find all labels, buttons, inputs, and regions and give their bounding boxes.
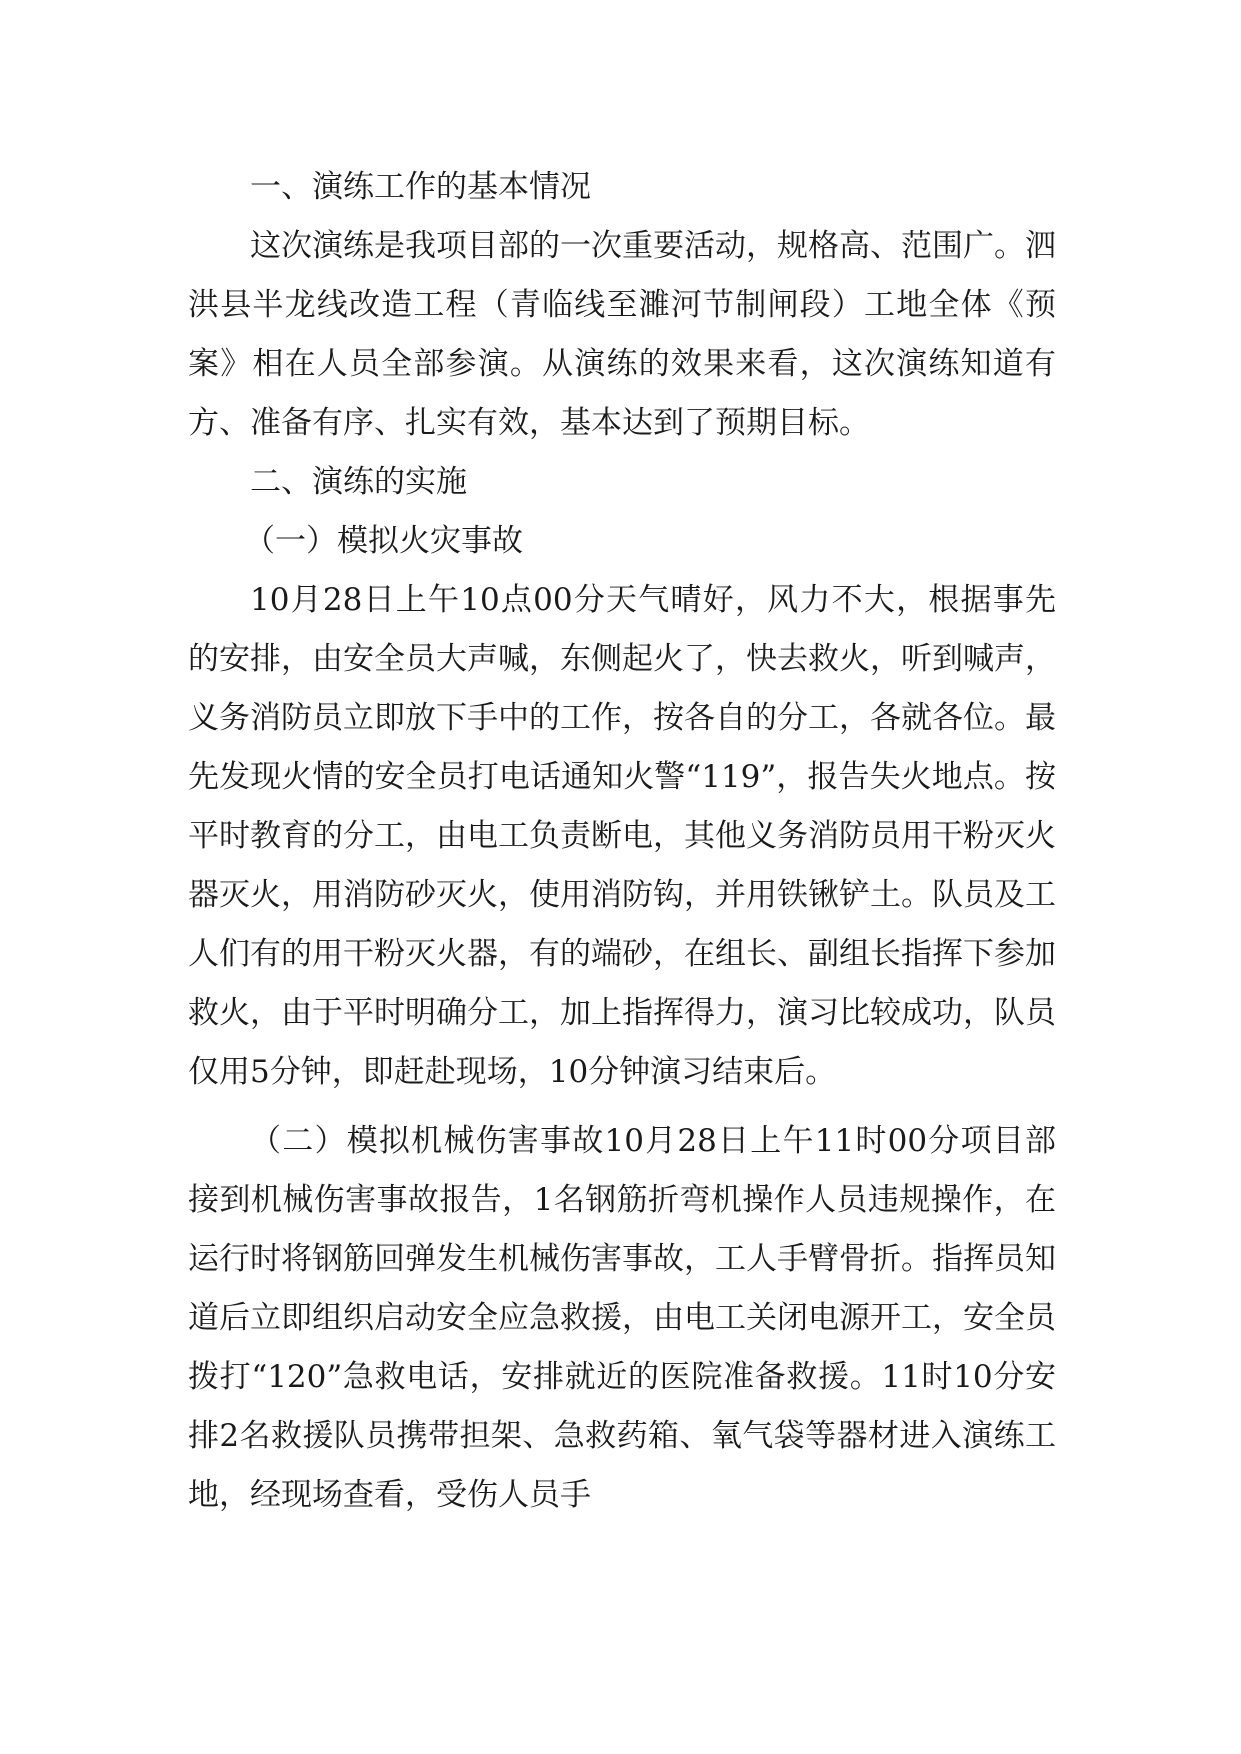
paragraph-overview: 这次演练是我项目部的一次重要活动，规格高、范围广。泗洪县半龙线改造工程（青临线至濉河节制闸段）工地全体《预案》相在人员全部参演。从演练的效果来看，这次演练知道有方、准备有序、扎实有效，基本达到了预期目标。 <box>188 228 1056 441</box>
subsection-heading-fire-drill: （一）模拟火灾事故 <box>244 523 523 559</box>
document-page <box>188 158 1056 1525</box>
paragraph-mechanical-injury-drill: （二）模拟机械伤害事故10月28日上午11时00分项目部接到机械伤害事故报告，1名钢筋折弯机操作人员违规操作，在运行时将钢筋回弹发生机械伤害事故，工人手臂骨折。指挥员知道后立即组织启动安全应急救援，由电工关闭电源开工，安全员拨打“120”急救电话，安排就近的医院准备救援。11时10分安排2名救援队员携带担架、急救药箱、氧气袋等器材进入演练工地，经现场查看，受伤人员手 <box>188 1123 1056 1513</box>
paragraph-fire-drill: 10月28日上午10点00分天气晴好，风力不大，根据事先的安排，由安全员大声喊，东侧起火了，快去救火，听到喊声，义务消防员立即放下手中的工作，按各自的分工，各就各位。最先发现火情的安全员打电话通知火警“119”，报告失火地点。按平时教育的分工，由电工负责断电，其他义务消防员用干粉灭火器灭火，用消防砂灭火，使用消防钩，并用铁锹铲土。队员及工人们有的用干粉灭火器，有的端砂，在组长、副组长指挥下参加救火，由于平时明确分工，加上指挥得力，演习比较成功，队员仅用5分钟，即赶赴现场，10分钟演习结束后。 <box>188 582 1056 1090</box>
section-heading-implementation: 二、演练的实施 <box>250 464 467 500</box>
section-heading-basic-situation: 一、演练工作的基本情况 <box>250 169 591 205</box>
